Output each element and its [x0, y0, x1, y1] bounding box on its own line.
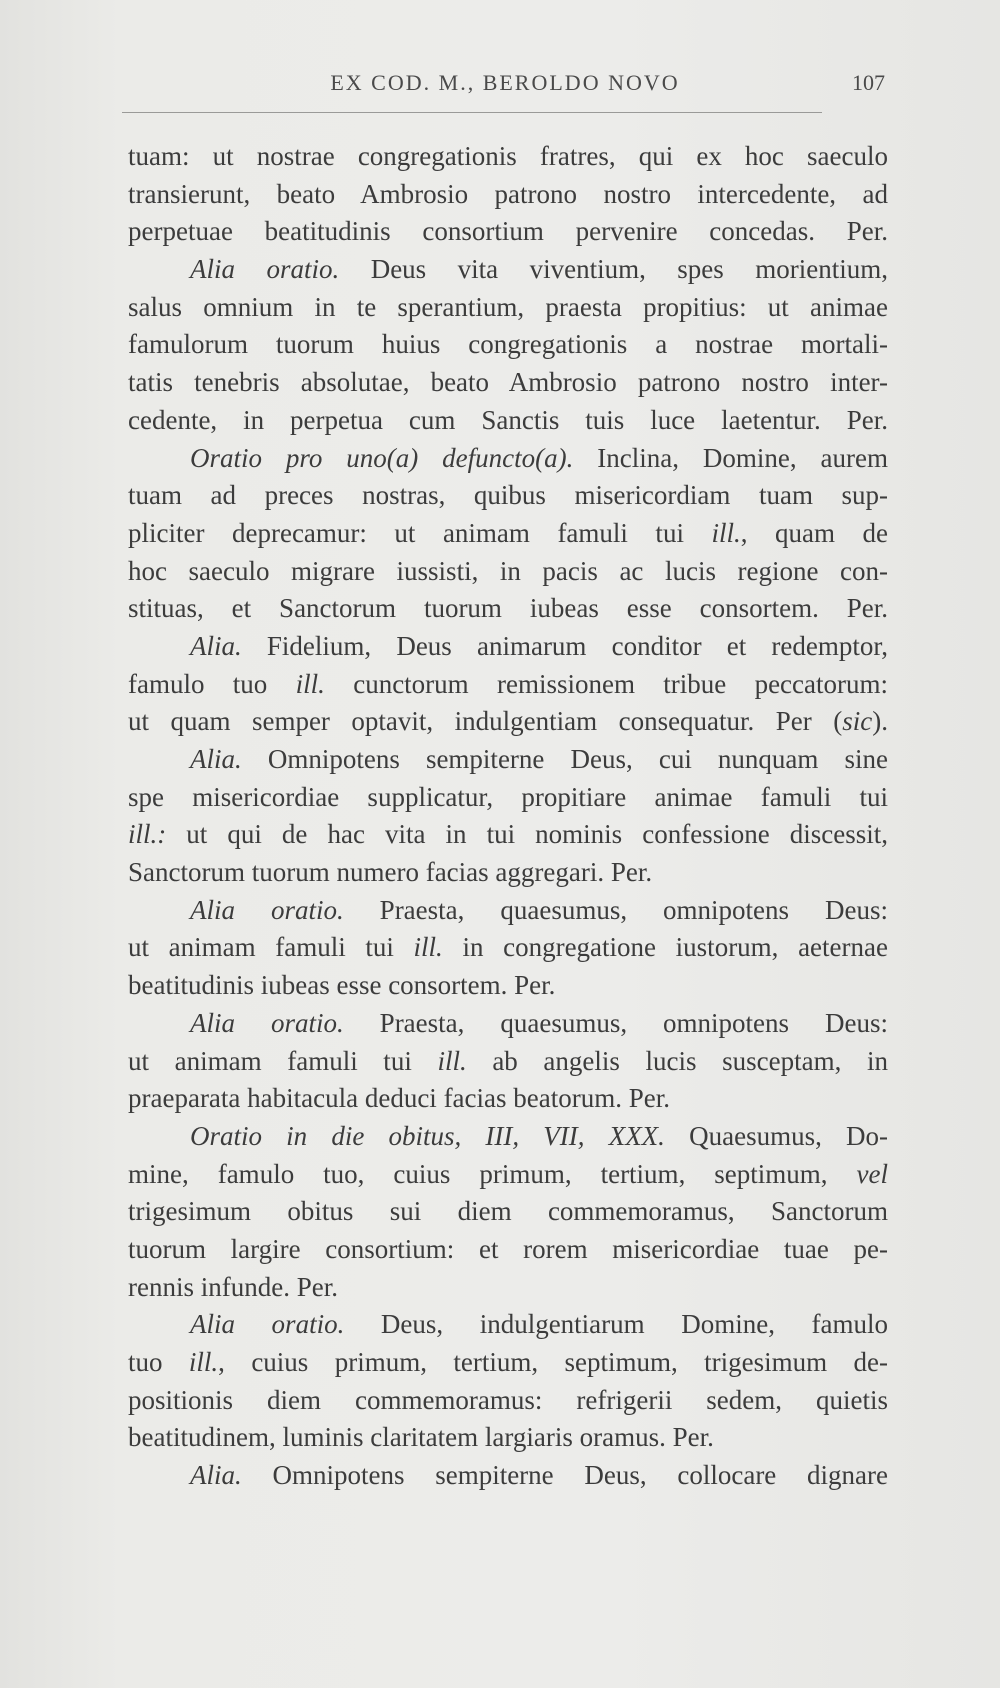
text-line — [128, 213, 888, 251]
running-head — [125, 70, 885, 110]
text-span: ab angelis lucis susceptam, in — [466, 1045, 888, 1076]
text-span: ut quam semper optavit, indulgentiam consequatur. Per ( — [128, 706, 843, 737]
text-span: perpetuae beatitudinis consortium pervenire concedas. Per. — [128, 216, 888, 247]
italic-text: Oratio pro uno(a) defuncto(a). — [190, 442, 574, 473]
text-span: in congregatione iustorum, aeternae — [442, 932, 888, 963]
text-span: beatitudinem, luminis claritatem largiaris oramus. Per. — [128, 1422, 714, 1453]
italic-text: ill. — [413, 932, 443, 963]
italic-text: ill. — [295, 668, 325, 699]
text-span: cunctorum remissionem tribue peccatorum: — [324, 668, 889, 699]
italic-text: ill.: — [128, 819, 167, 850]
italic-text: Alia oratio. — [190, 254, 340, 285]
text-span: Omnipotens sempiterne Deus, collocare dignare — [241, 1460, 888, 1491]
text-line — [128, 326, 888, 364]
italic-text: Alia. — [190, 1460, 242, 1491]
text-line — [128, 1344, 888, 1382]
italic-text: Oratio in die obitus, III, VII, XXX. — [190, 1120, 665, 1151]
text-span: transierunt, beato Ambrosio patrono nostro intercedente, ad — [128, 178, 888, 209]
text-span: tuorum largire consortium: et rorem misericordiae tuae pe- — [128, 1233, 888, 1264]
text-span: tuam ad preces nostras, quibus misericordiam tuam sup- — [128, 480, 888, 511]
text-span: Praesta, quaesumus, omnipotens Deus: — [343, 894, 888, 925]
text-line — [128, 1419, 888, 1457]
text-line — [128, 741, 888, 779]
italic-text: Alia oratio. — [190, 1309, 345, 1340]
text-line — [128, 553, 888, 591]
text-span: famulo tuo — [128, 668, 296, 699]
italic-text: ill. — [711, 517, 741, 548]
text-line — [128, 1193, 888, 1231]
text-span: hoc saeculo migrare iussisti, in pacis ac lucis regione con- — [128, 555, 888, 586]
text-span: mine, famulo tuo, cuius primum, tertium, septimum, — [128, 1158, 857, 1189]
header-rule — [122, 112, 822, 113]
text-span: cedente, in perpetua cum Sanctis tuis luce laetentur. Per. — [128, 404, 888, 435]
text-span: , quam de — [740, 517, 888, 548]
text-span: Quaesumus, Do- — [664, 1120, 888, 1151]
text-line — [128, 1457, 888, 1495]
text-line — [128, 666, 888, 704]
text-span: Deus, indulgentiarum Domine, famulo — [344, 1309, 888, 1340]
text-line — [128, 251, 888, 289]
text-span: spe misericordiae supplicatur, propitiare animae famuli tui — [128, 781, 888, 812]
text-line — [128, 967, 888, 1005]
italic-text: Alia oratio. — [190, 1007, 344, 1038]
text-span: rennis infunde. Per. — [128, 1271, 338, 1302]
text-span: Sanctorum tuorum numero facias aggregari. Per. — [128, 857, 653, 888]
italic-text: sic — [842, 706, 873, 737]
text-line — [128, 1156, 888, 1194]
text-span: tuam: ut nostrae congregationis fratres, qui ex hoc saeculo — [128, 141, 888, 171]
text-line — [128, 628, 888, 666]
text-line — [128, 1005, 888, 1043]
text-span: salus omnium in te sperantium, praesta propitius: ut animae — [128, 291, 888, 322]
text-line — [128, 477, 888, 515]
text-line — [128, 364, 888, 402]
text-span: famulorum tuorum huius congregationis a nostrae mortali- — [128, 329, 888, 360]
text-span: , cuius primum, tertium, septimum, trigesimum de- — [218, 1347, 888, 1377]
text-span: Fidelium, Deus animarum conditor et redemptor, — [241, 630, 888, 661]
text-span: Omnipotens sempiterne Deus, cui nunquam sine — [241, 744, 888, 774]
text-span: praeparata habitacula deduci facias beatorum. Per. — [128, 1083, 670, 1114]
text-line — [128, 1269, 888, 1307]
text-line — [128, 929, 888, 967]
text-span: ). — [872, 706, 888, 737]
text-line — [128, 703, 888, 741]
italic-text: vel — [856, 1158, 888, 1189]
text-line — [128, 440, 888, 478]
text-line — [128, 590, 888, 628]
text-line — [128, 176, 888, 214]
text-span: stituas, et Sanctorum tuorum iubeas esse consortem. Per. — [128, 593, 888, 624]
running-title: EX COD. M., BEROLDO NOVO — [330, 70, 680, 95]
text-line — [128, 1231, 888, 1269]
text-line — [128, 138, 888, 176]
italic-text: ill. — [437, 1045, 467, 1076]
text-line — [128, 1043, 888, 1081]
text-span: ut qui de hac vita in tui nominis confessione discessit, — [166, 819, 888, 850]
text-line — [128, 1080, 888, 1118]
text-span: tatis tenebris absolutae, beato Ambrosio patrono nostro inter- — [128, 367, 888, 398]
text-line — [128, 816, 888, 854]
text-span: Inclina, Domine, aurem — [573, 442, 888, 473]
text-span: Deus vita viventium, spes morientium, — [339, 254, 888, 285]
italic-text: Alia. — [190, 630, 242, 661]
text-line — [128, 779, 888, 817]
text-span: tuo — [128, 1347, 189, 1377]
text-line — [128, 1382, 888, 1420]
text-line — [128, 515, 888, 553]
text-line — [128, 854, 888, 892]
text-span: positionis diem commemoramus: refrigerii sedem, quietis — [128, 1384, 888, 1415]
page-number: 107 — [852, 70, 885, 95]
italic-text: Alia. — [190, 744, 242, 774]
text-span: ut animam famuli tui — [128, 932, 414, 963]
text-line — [128, 1306, 888, 1344]
text-line — [128, 289, 888, 327]
italic-text: Alia oratio. — [190, 894, 344, 925]
text-line — [128, 892, 888, 930]
body-text — [128, 138, 888, 1495]
text-span: ut animam famuli tui — [128, 1045, 438, 1076]
text-line — [128, 402, 888, 440]
italic-text: ill. — [188, 1347, 219, 1377]
text-span: Praesta, quaesumus, omnipotens Deus: — [343, 1007, 888, 1038]
text-span: pliciter deprecamur: ut animam famuli tui — [128, 517, 712, 548]
text-line — [128, 1118, 888, 1156]
text-span: trigesimum obitus sui diem commemoramus, Sanctorum — [128, 1196, 888, 1227]
text-span: beatitudinis iubeas esse consortem. Per. — [128, 970, 556, 1001]
